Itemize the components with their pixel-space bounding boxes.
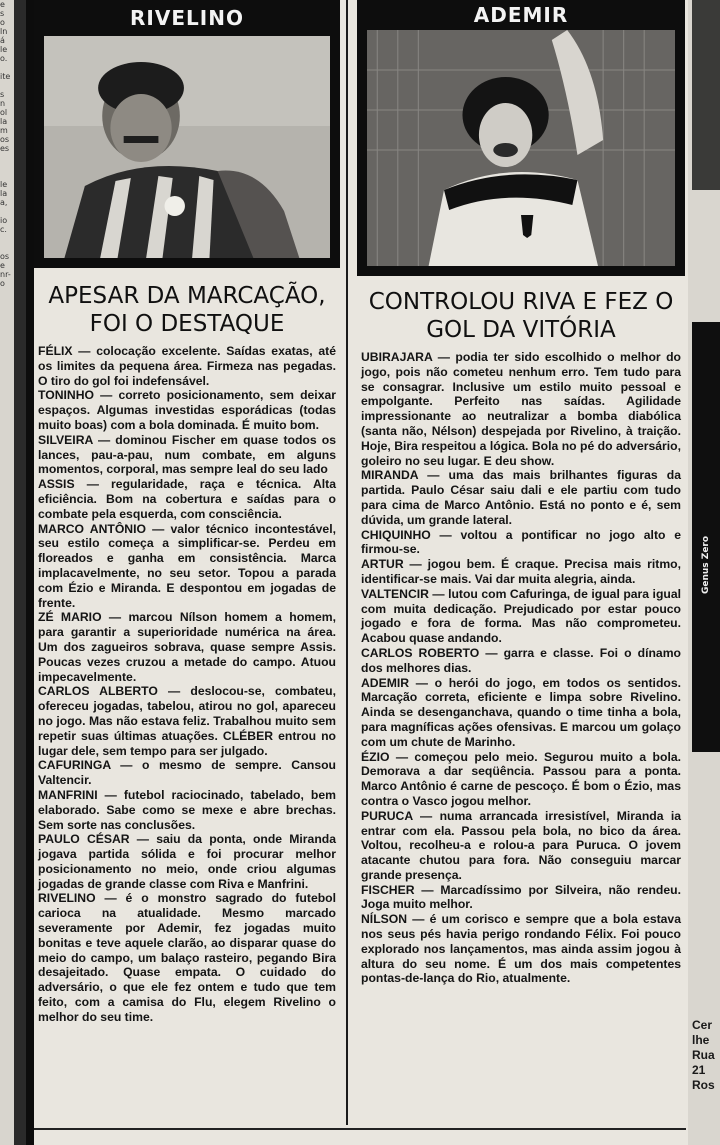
edge-line [0, 234, 14, 243]
edge-line [0, 63, 14, 72]
player-review-paragraph: MIRANDA — uma das mais brilhantes figuras da partida. Paulo César saiu dali e ele partiu com tudo para cima de Marco Antônio. Está no ponto e é, sem dúvida, um grande lateral. [361, 468, 681, 527]
rivelino-column [34, 0, 340, 1025]
photo-credit: Genus Zero [701, 535, 711, 594]
snippet-line: Ros [692, 1078, 715, 1092]
edge-line [0, 207, 14, 216]
snippet-line: 21 [692, 1063, 706, 1077]
edge-line [0, 153, 14, 162]
player-review-paragraph: CHIQUINHO — voltou a pontificar no jogo alto e firmou-se. [361, 527, 681, 557]
edge-line: o [0, 18, 5, 27]
edge-line: m [0, 126, 8, 135]
edge-line: o [0, 279, 5, 288]
player-review-paragraph: UBIRAJARA — podia ter sido escolhido o melhor do jogo, pois não cometeu nenhum erro. Tem tudo para se consagrar. Inclusive um estilo muito pessoal e empolgante. Perfeito nas saídas. Agilidade impressionante ao neutralizar a bomba diabólica (santa não, Nélson) despejada por Rivelino, à traição. Hoje, Bira respeitou a lógica. Bola no pé do adversário, goleiro no seu lugar. E deu show. [361, 350, 681, 468]
edge-line: n [0, 99, 6, 108]
edge-line [0, 81, 14, 90]
snippet-line: Cer [692, 1018, 713, 1032]
column-divider [346, 0, 348, 1125]
edge-line: ol [0, 108, 8, 117]
player-review-paragraph: ZÉ MARIO — marcou Nílson homem a homem, para garantir a superioridade numérica na área. Um dos zagueiros sobrava, quase sempre Assis. Poucas vezes cruzou a metade do campo. Atuou impecavelmente. [38, 610, 336, 684]
edge-line: s [0, 90, 5, 99]
adjacent-text-snippet [692, 1018, 720, 1093]
ademir-photo [367, 30, 675, 266]
ademir-column [357, 0, 685, 986]
player-review-paragraph: CAFURINGA — o mesmo de sempre. Cansou Valtencir. [38, 758, 336, 788]
ademir-photo-image [367, 30, 675, 266]
player-review-paragraph: NÍLSON — é um corisco e sempre que a bola estava nos seus pés havia perigo rondando Félix. Foi pouco explorado nos lançamentos, mas ainda assim jogou à altura do seu nome. É um dos mais competentes pontas-de-lança do Rio, atualmente. [361, 912, 681, 986]
edge-line [0, 243, 14, 252]
edge-line [0, 171, 14, 180]
player-review-paragraph: MANFRINI — futebol raciocinado, tabelado, bem elaborado. Sabe como se mexe e abre brechas. Sem sorte nas conclusões. [38, 787, 336, 832]
player-name-header: RIVELINO [34, 0, 340, 36]
edge-line [0, 162, 14, 171]
edge-line: ln [0, 27, 8, 36]
edge-line: os [0, 252, 10, 261]
player-review-paragraph: ÉZIO — começou pelo meio. Segurou muito a bola. Demorava a dar seqüência. Passou para a ponta. Marco Antônio é carne de pescoço. É bom o Ézio, mas contra o Vasco jogou melhor. [361, 749, 681, 808]
edge-line: nr- [0, 270, 11, 279]
snippet-line: Rua [692, 1048, 715, 1062]
article-body [357, 350, 685, 986]
edge-line: es [0, 144, 10, 153]
page-fold-dark [26, 0, 34, 1145]
snippet-line: lhe [692, 1033, 710, 1047]
player-review-paragraph: RIVELINO — é o monstro sagrado do futebol carioca na atualidade. Mesmo marcado severamente por Ademir, fez jogadas muito bonitas e teve aquele clarão, ao disparar quase do meio do campo, um balaço rasteiro, pegando Bira desajeitado. Quase empata. O cuidado do adversário, o que ele fez ontem e tudo que tem feito, com a camisa do Flu, elegem Rivelino o melhor do seu time. [38, 891, 336, 1024]
edge-line: le [0, 45, 8, 54]
edge-line: c. [0, 225, 7, 234]
article-body [34, 344, 340, 1025]
edge-line: á [0, 36, 5, 45]
player-review-paragraph: ARTUR — jogou bem. É craque. Precisa mais ritmo, identificar-se mais. Vai dar muita alegria, ainda. [361, 557, 681, 586]
player-review-paragraph: ASSIS — regularidade, raça e técnica. Alta eficiência. Bom na cobertura e saídas para o combate pela esquerda, com consciência. [38, 477, 336, 521]
player-review-paragraph: SILVEIRA — dominou Fischer em quase todos os lances, pau-a-pau, num combate, em alguns momentos, corporal, mas sempre leal do seu lado [38, 432, 336, 477]
headline: CONTROLOU RIVA E FEZ O GOL DA VITÓRIA [368, 289, 674, 343]
rivelino-photo [44, 36, 330, 258]
edge-line: a, [0, 198, 8, 207]
player-review-paragraph: VALTENCIR — lutou com Cafuringa, de igual para igual com muita dedicação. Prejudicado por estar pouco jogado e fora de forma. Mas não comprometeu. Acabou quase andando. [361, 586, 681, 646]
edge-line: s [0, 9, 5, 18]
player-review-paragraph: CARLOS ALBERTO — deslocou-se, combateu, ofereceu jogadas, tabelou, atirou no gol, apareceu no jogo. Mas não estava feliz. Trabalhou muito sem repetir suas últimas atuações. CLÉBER entrou no lugar dele, sem tempo para ser julgado. [38, 684, 336, 758]
edge-line: la [0, 189, 8, 198]
left-edge-fragment [0, 0, 14, 1145]
photo-frame [357, 30, 685, 276]
edge-line: io [0, 216, 8, 225]
bottom-rule [34, 1128, 686, 1130]
edge-line: le [0, 180, 8, 189]
adjacent-photo-strip [692, 0, 720, 190]
edge-line: o. [0, 54, 8, 63]
photo-frame [34, 36, 340, 268]
edge-line: la [0, 117, 8, 126]
player-review-paragraph: MARCO ANTÔNIO — valor técnico incontestável, seu estilo começa a simplificar-se. Perdeu em floreados e ganha em consistência. Marca implacavelmente, no seu setor. Topou a parada com Ézio e Miranda. E despontou em jogadas de frente. [38, 521, 336, 610]
player-review-paragraph: PAULO CÉSAR — saiu da ponta, onde Miranda jogava partida sólida e foi procurar melhor posicionamento no meio, onde criou algumas jogadas de grande classe com Riva e Manfrini. [38, 832, 336, 891]
edge-line: ite [0, 72, 11, 81]
edge-line: e [0, 0, 5, 9]
headline: APESAR DA MARCAÇÃO, FOI O DESTAQUE [48, 283, 326, 337]
player-review-paragraph: PURUCA — numa arrancada irresistível, Miranda ia entrar com ela. Passou pela bola, no bico da área. Voltou, recolheu-a e rolou-a para Puruca. O jovem atacante chutou para fora. Não conseguiu marcar grande presença. [361, 808, 681, 882]
player-name-header: ADEMIR [357, 0, 685, 30]
player-review-paragraph: CARLOS ROBERTO — garra e classe. Foi o dínamo dos melhores dias. [361, 645, 681, 675]
rivelino-photo-image [44, 36, 330, 258]
player-review-paragraph: FÉLIX — colocação excelente. Saídas exatas, até os limites da pequena área. Firmeza nas pegadas. O tiro do gol foi indefensável. [38, 344, 336, 388]
edge-line: os [0, 135, 10, 144]
edge-line: e [0, 261, 5, 270]
player-review-paragraph: FISCHER — Marcadíssimo por Silveira, não rendeu. Joga muito melhor. [361, 882, 681, 912]
player-review-paragraph: ADEMIR — o herói do jogo, em todos os sentidos. Marcação correta, eficiente e limpa sobre Rivelino. Ainda se desenganchava, quando o time tinha a bola, para magníficas ações ofensivas. E marcou um golaço com um chute de Marinho. [361, 675, 681, 749]
player-review-paragraph: TONINHO — correto posicionamento, sem deixar espaços. Algumas investidas esporádicas (todas muito boas) com a bola dominada. É muito bom. [38, 388, 336, 432]
